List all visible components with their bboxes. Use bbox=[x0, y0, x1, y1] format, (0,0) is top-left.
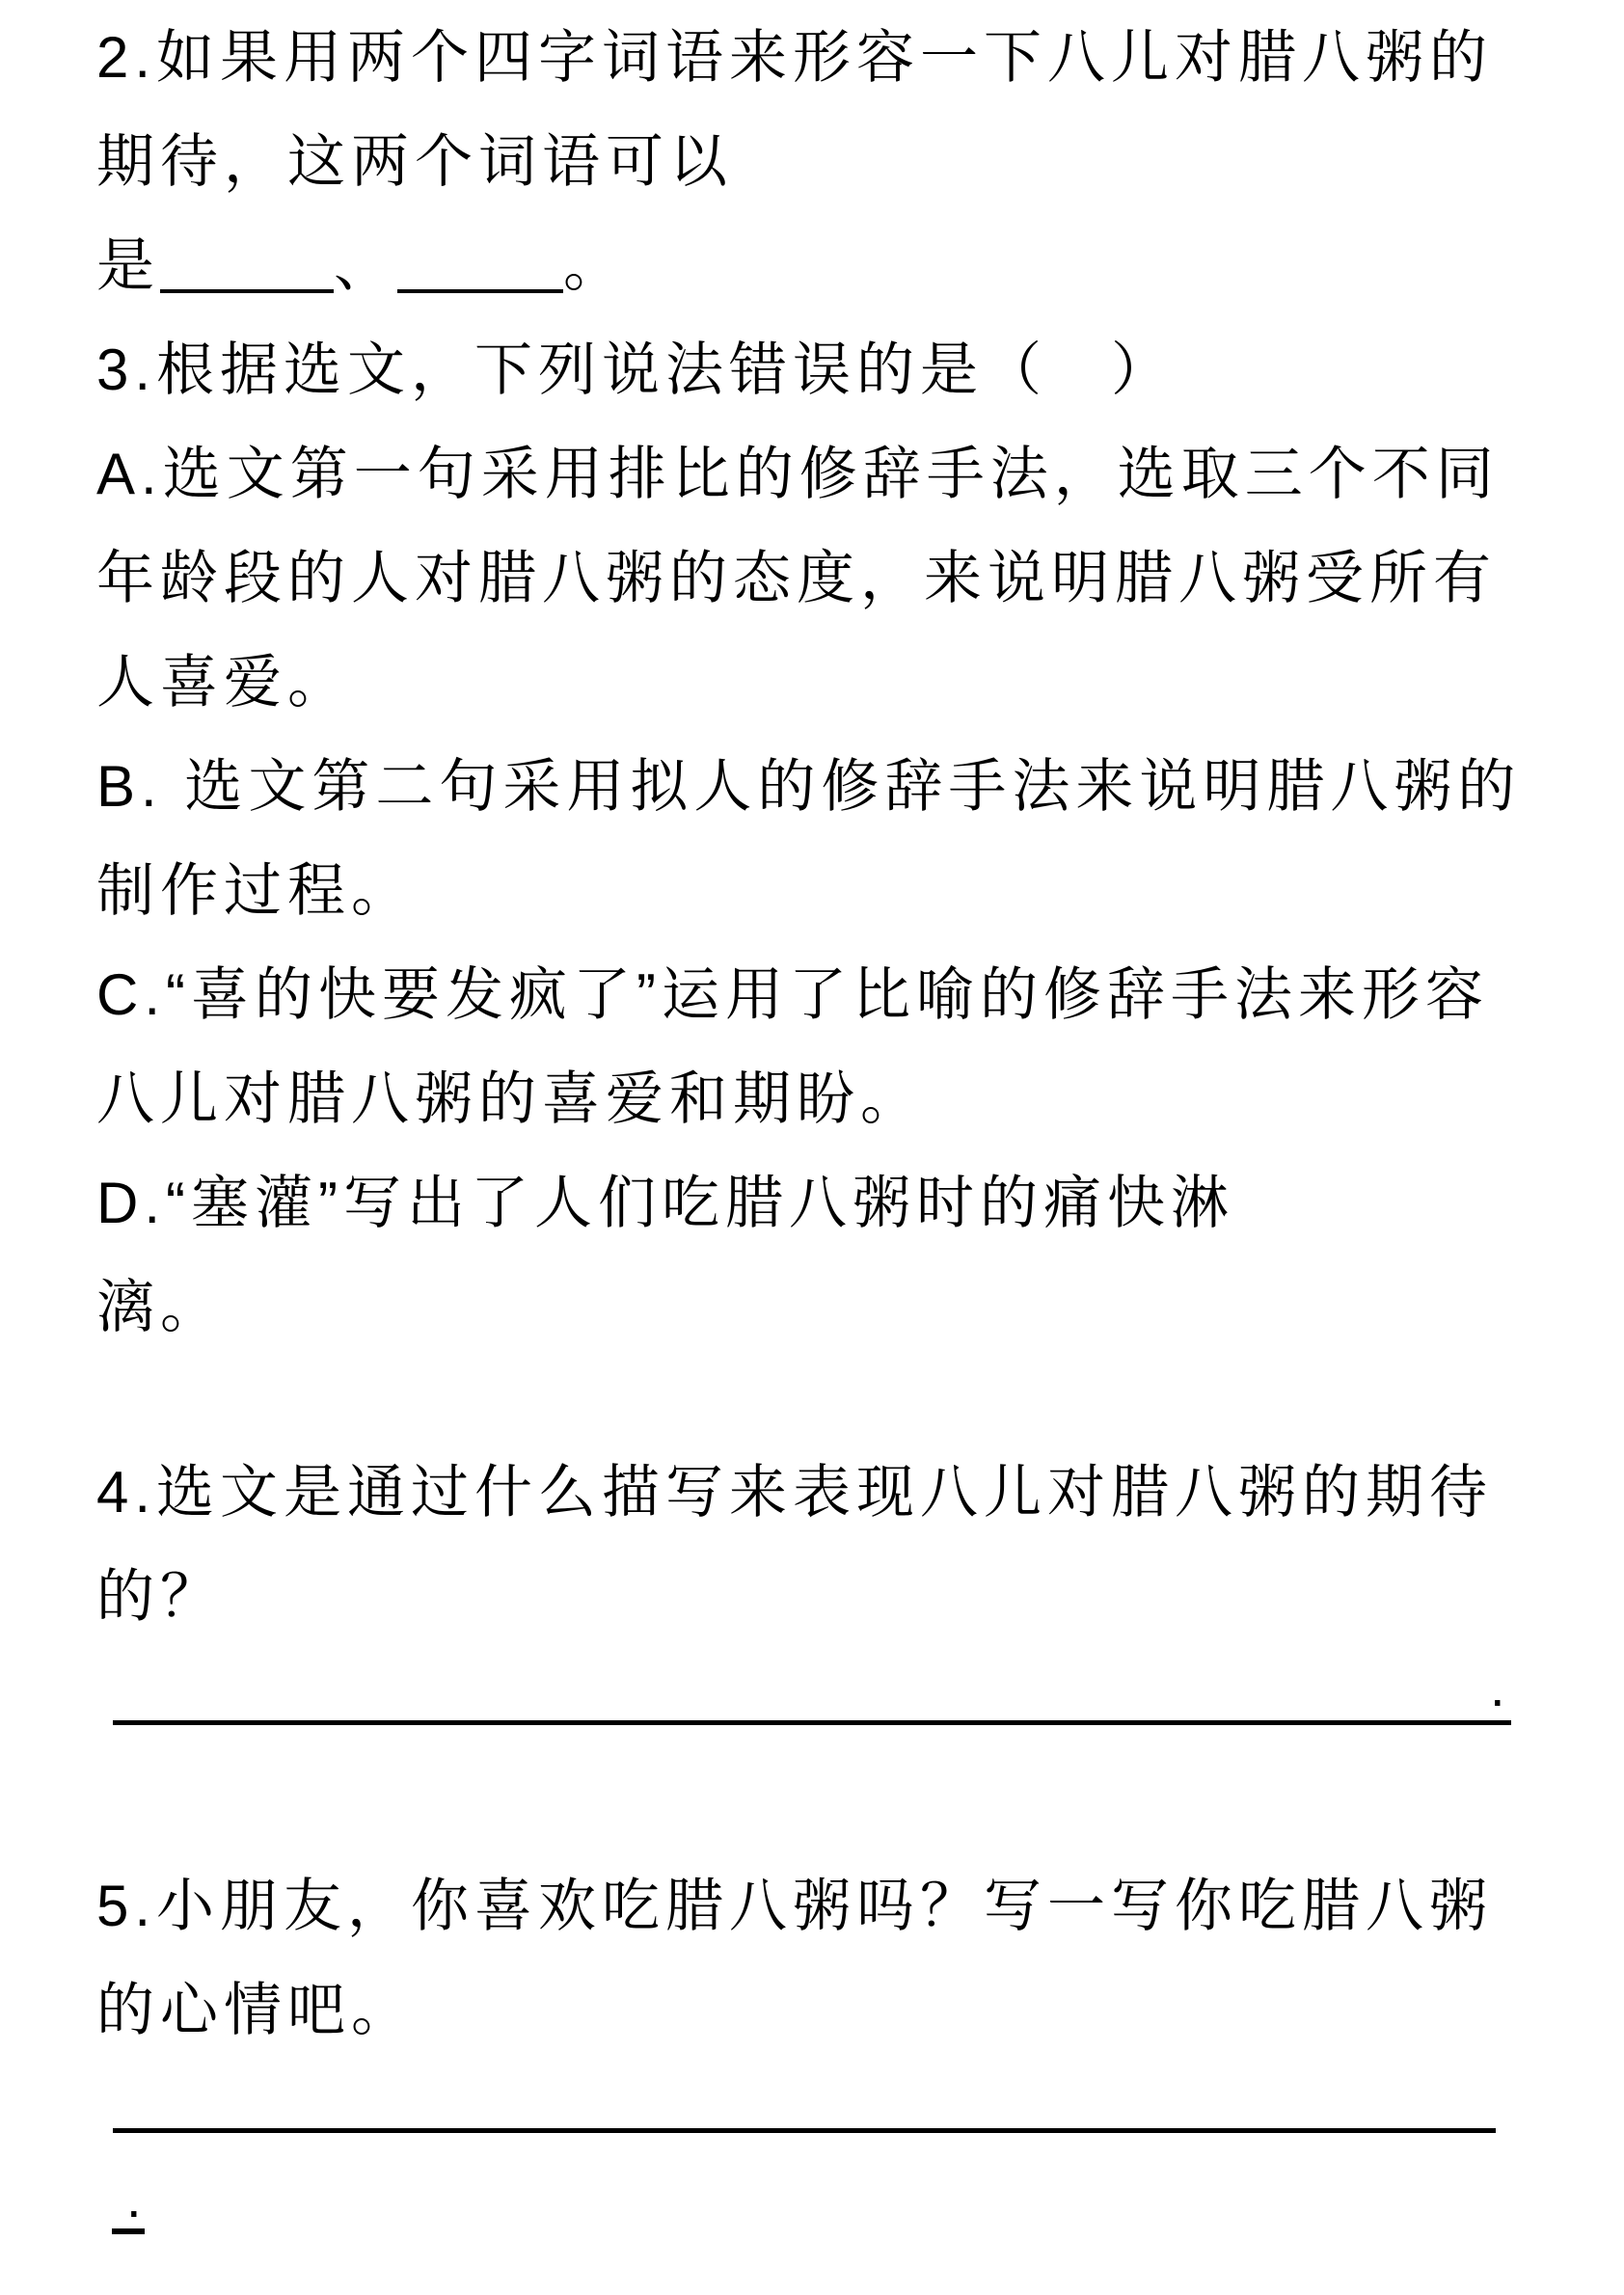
q3-option-b-line-2: 制作过程。 bbox=[96, 858, 415, 923]
q5-line-2: 的心情吧。 bbox=[96, 1978, 415, 2042]
q3-stem: 3.根据选文，下列说法错误的是（ ） bbox=[96, 338, 1176, 402]
q2-blank-separator: 、 bbox=[334, 233, 397, 298]
q4-line-2: 的？ bbox=[96, 1564, 224, 1629]
q2-answer-prefix: 是 bbox=[96, 233, 160, 298]
q3-option-a-line-1: A.选文第一句采用排比的修辞手法，选取三个不同 bbox=[96, 442, 1500, 506]
q3-option-a-line-2: 年龄段的人对腊八粥的态度，来说明腊八粥受所有 bbox=[96, 546, 1497, 610]
q2-line-period: 。 bbox=[563, 233, 627, 298]
q2-fill-in-blank-1 bbox=[160, 245, 334, 293]
q3-option-a-line-3: 人喜爱。 bbox=[96, 650, 351, 715]
q4-answer-line bbox=[113, 1720, 1511, 1725]
q3-option-c-line-1: C.“喜的快要发疯了”运用了比喻的修辞手法来形容 bbox=[96, 962, 1489, 1027]
q4-answer-period-mark: . bbox=[1490, 1657, 1505, 1717]
q3-option-c-line-2: 八儿对腊八粥的喜爱和期盼。 bbox=[96, 1066, 924, 1131]
q4-line-1: 4.选文是通过什么描写来表现八儿对腊八粥的期待 bbox=[96, 1460, 1494, 1525]
q5-answer-short-line bbox=[112, 2228, 145, 2234]
q3-option-d-line-1: D.“塞灌”写出了人们吃腊八粥时的痛快淋 bbox=[96, 1171, 1234, 1235]
q3-option-b-line-1: B. 选文第二句采用拟人的修辞手法来说明腊八粥的 bbox=[96, 754, 1522, 819]
q5-answer-line bbox=[113, 2128, 1496, 2133]
q2-fill-in-blank-2 bbox=[397, 245, 563, 293]
q2-line-2: 期待，这两个词语可以 bbox=[96, 129, 733, 194]
q2-line-3 bbox=[96, 233, 627, 298]
q2-line-1: 2.如果用两个四字词语来形容一下八儿对腊八粥的 bbox=[96, 25, 1494, 90]
q5-line-1: 5.小朋友，你喜欢吃腊八粥吗？写一写你吃腊八粥 bbox=[96, 1874, 1494, 1938]
q5-answer-period-mark: . bbox=[126, 2168, 142, 2228]
q3-option-d-line-2: 漓。 bbox=[96, 1275, 224, 1339]
